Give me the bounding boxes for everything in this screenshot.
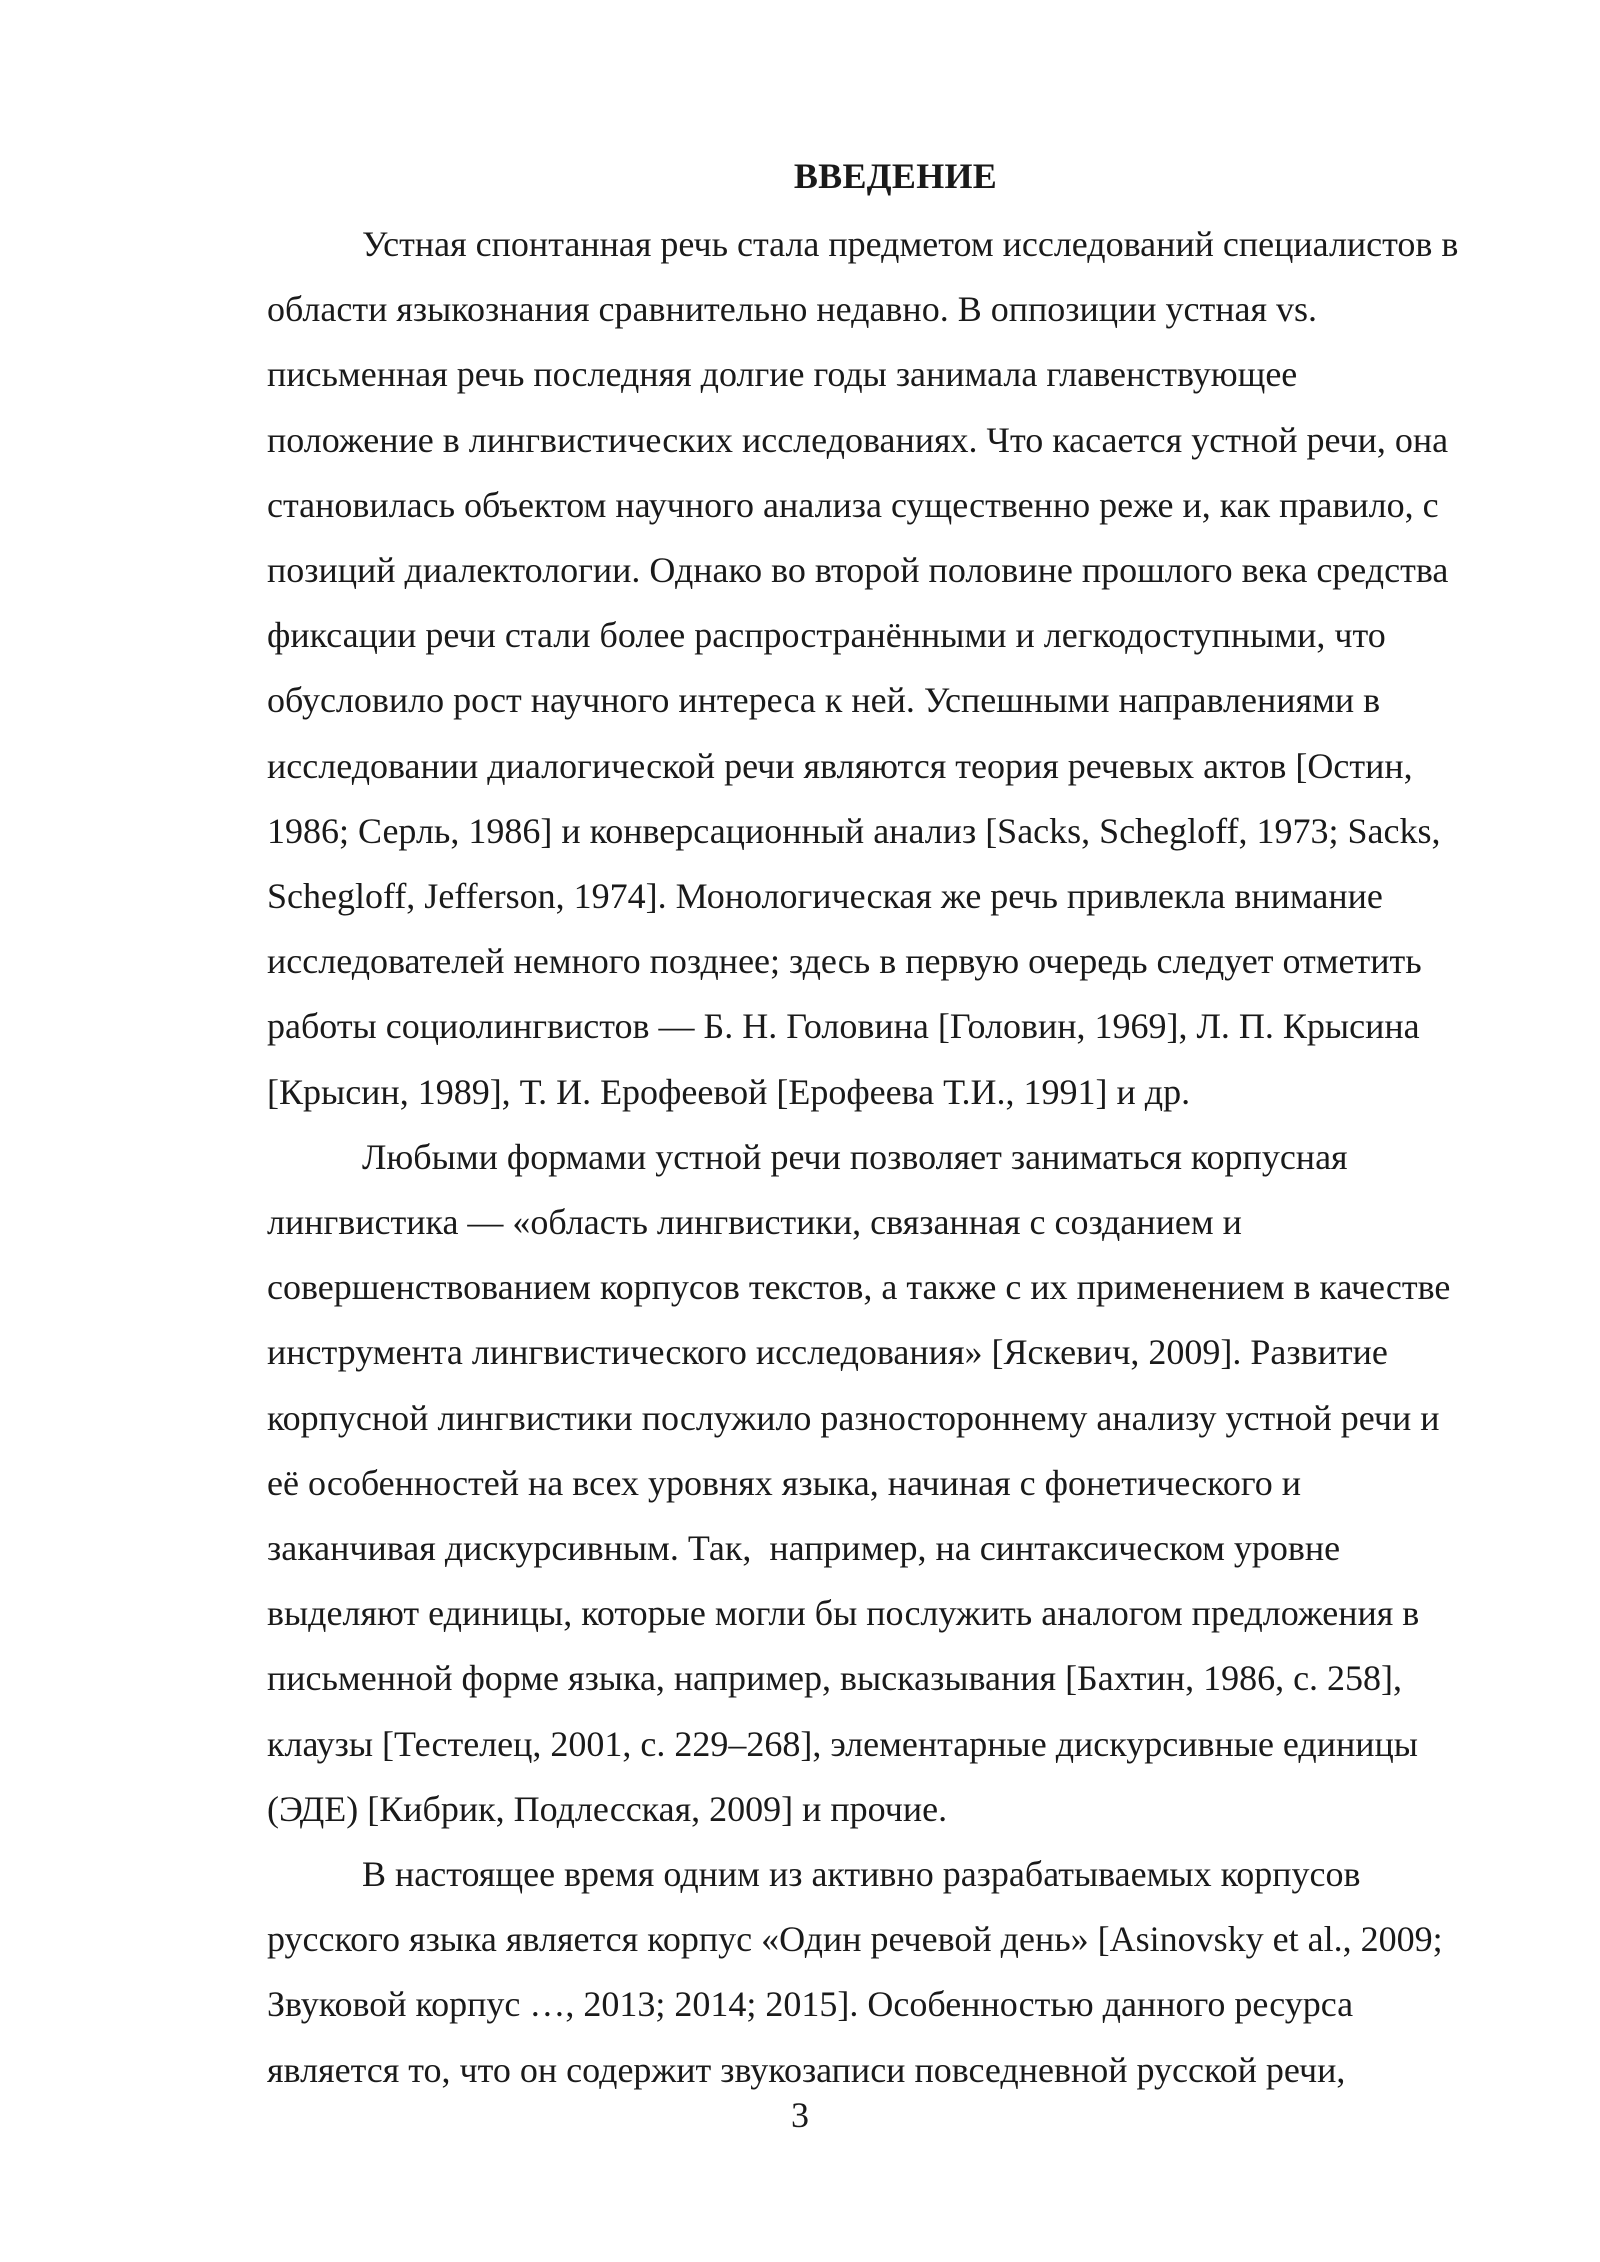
paragraph — [267, 212, 1524, 1125]
text-line: (ЭДЕ) [Кибрик, Подлесская, 2009] и прочие. — [267, 1788, 948, 1829]
text-line: положение в лингвистических исследованиях. Что касается устной речи, она — [267, 419, 1449, 460]
text-line: письменной форме языка, например, высказывания [Бахтин, 1986, с. 258], — [267, 1658, 1403, 1699]
section-heading: ВВЕДЕНИЕ — [793, 156, 998, 196]
text-line: лингвистика — «область лингвистики, связанная с созданием и — [267, 1202, 1242, 1243]
text-line: становилась объектом научного анализа существенно реже и, как правило, с — [267, 484, 1439, 525]
page-number: 3 — [791, 2095, 809, 2135]
text-line: [Крысин, 1989], Т. И. Ерофеевой [Ерофеева Т.И., 1991] и др. — [267, 1071, 1191, 1112]
text-line: фиксации речи стали более распространёнными и легкодоступными, что — [267, 615, 1386, 656]
text-line: её особенностей на всех уровнях языка, начиная с фонетического и — [267, 1462, 1301, 1503]
page-content — [267, 148, 1524, 2103]
text-line: инструмента лингвистического исследования» [Яскевич, 2009]. Развитие — [267, 1332, 1388, 1373]
text-line: позиций диалектологии. Однако во второй половине прошлого века средства — [267, 550, 1449, 591]
text-line: выделяют единицы, которые могли бы послужить аналогом предложения в — [267, 1593, 1420, 1634]
text-line: Любыми формами устной речи позволяет заниматься корпусная — [362, 1136, 1348, 1177]
text-line: совершенствованием корпусов текстов, а также с их применением в качестве — [267, 1267, 1451, 1308]
text-line: Устная спонтанная речь стала предметом исследований специалистов в — [362, 224, 1459, 264]
text-line: Звуковой корпус …, 2013; 2014; 2015]. Особенностью данного ресурса — [267, 1984, 1354, 2025]
text-line: исследовании диалогической речи являются теория речевых актов [Остин, — [267, 745, 1413, 786]
text-line: обусловило рост научного интереса к ней. Успешными направлениями в — [267, 680, 1381, 721]
text-line: русского языка является корпус «Один речевой день» [Asinovsky et al., 2009; — [267, 1919, 1443, 1960]
text-line: области языкознания сравнительно недавно. В оппозиции устная vs. — [267, 289, 1318, 330]
text-line: 1986; Серль, 1986] и конверсационный анализ [Sacks, Schegloff, 1973; Sacks, — [267, 810, 1441, 851]
text-line: работы социолингвистов — Б. Н. Головина [Головин, 1969], Л. П. Крысина — [267, 1006, 1420, 1047]
text-line: является то, что он содержит звукозаписи повседневной русской речи, — [267, 2049, 1346, 2090]
text-line: корпусной лингвистики послужило разностороннему анализу устной речи и — [267, 1397, 1440, 1438]
text-line: письменная речь последняя долгие годы занимала главенствующее — [267, 354, 1298, 395]
text-line: клаузы [Тестелец, 2001, с. 229–268], элементарные дискурсивные единицы — [267, 1723, 1418, 1764]
text-line: В настоящее время одним из активно разрабатываемых корпусов — [362, 1854, 1361, 1895]
text-line: Schegloff, Jefferson, 1974]. Монологическая же речь привлекла внимание — [267, 876, 1383, 917]
text-line: исследователей немного позднее; здесь в первую очередь следует отметить — [267, 941, 1422, 982]
paragraph — [267, 1125, 1524, 1842]
paragraph — [267, 1842, 1524, 2103]
body-text — [267, 212, 1524, 2103]
text-line: заканчивая дискурсивным. Так, например, на синтаксическом уровне — [267, 1528, 1341, 1569]
